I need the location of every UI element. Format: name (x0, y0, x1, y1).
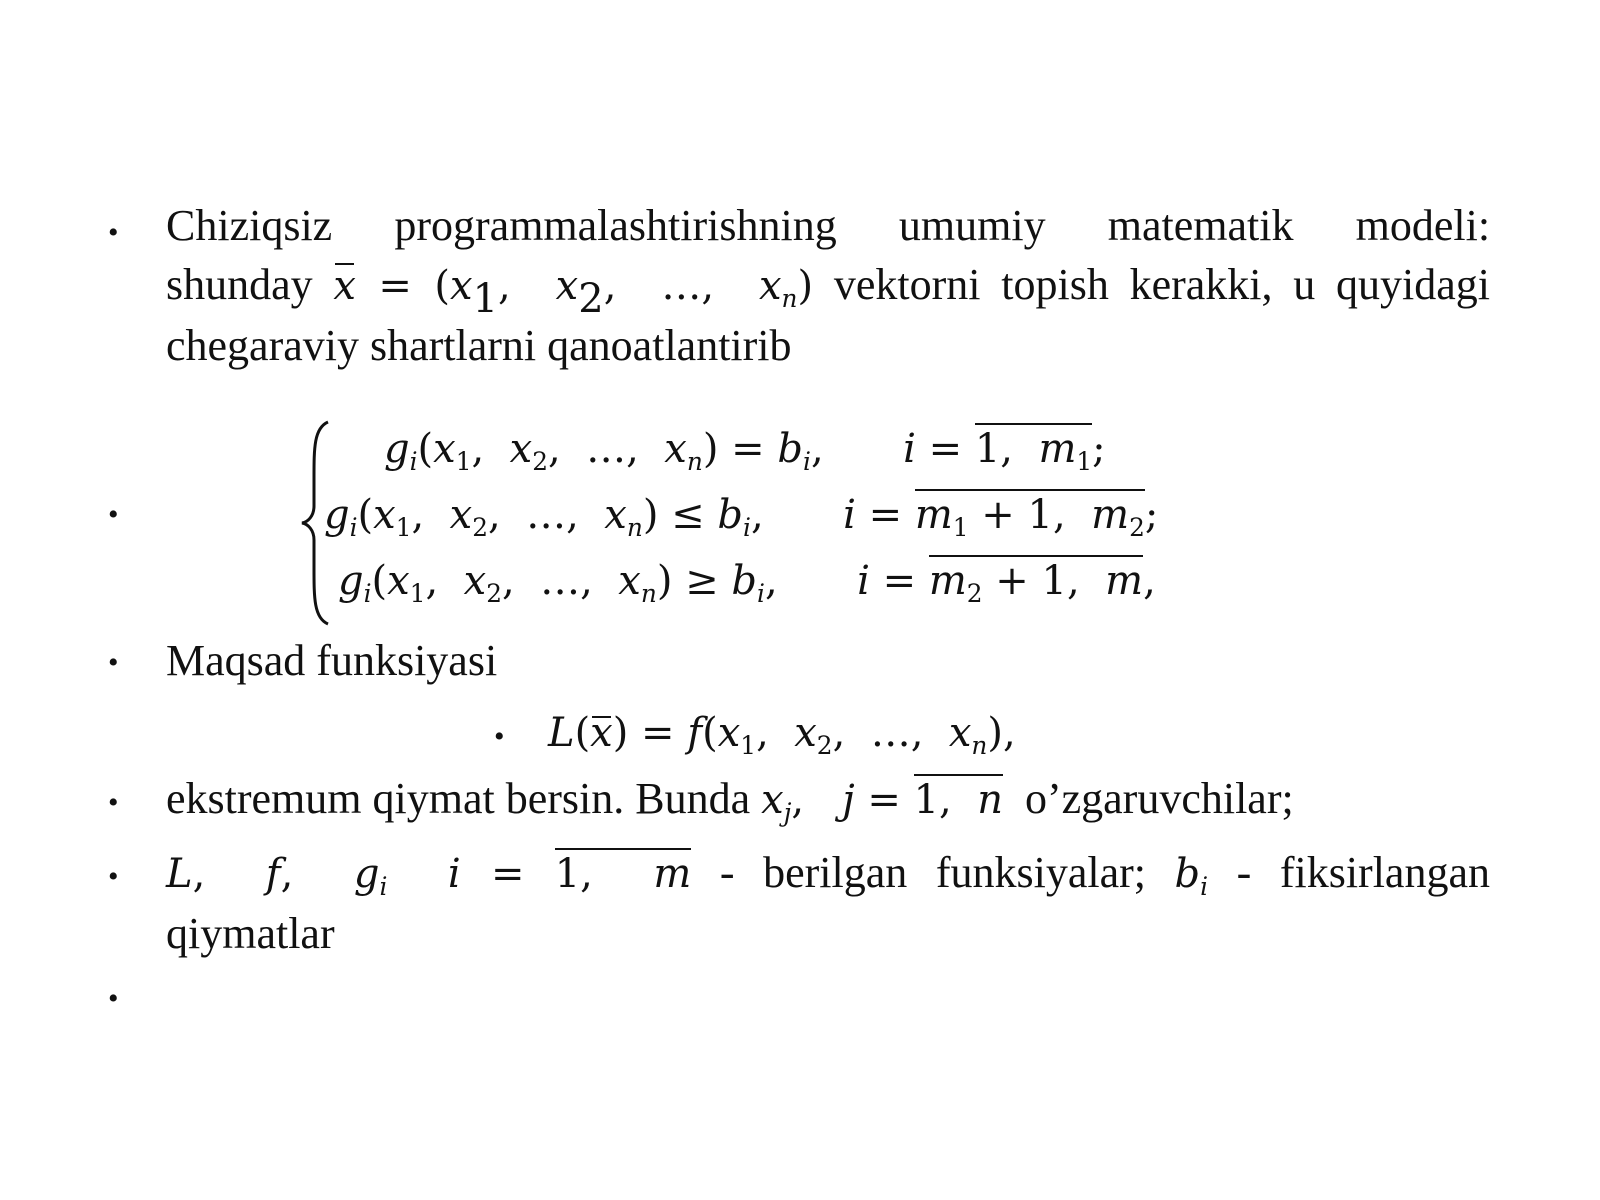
model-description-paragraph (166, 196, 1490, 375)
paragraph-line-2: shunday $x = (x_1$, $x_2$, …, $x_n$) vektorni topish kerakki, u quyidagi (166, 255, 1490, 316)
constraint-row-equality: $g_i(x_1$, $x_2$, …, $x_n) = b_i$, i = 1, $m_1$; (384, 426, 1106, 472)
bullet-marker: • (108, 982, 119, 1015)
objective-label: Maqsad funksiyasi (166, 636, 498, 685)
bullet-marker: • (494, 720, 505, 753)
variable-index-formula: $x_j$, j = 1, n (761, 777, 1003, 823)
vector-definition: $x = (x_1$, $x_2$, …, $x_n$) (333, 263, 813, 309)
constraint-row-greater-equal: $g_i(x_1$, $x_2$, …, $x_n) \ge b_i$, $i = m_2 + 1$, m, (338, 558, 1156, 604)
fixed-values-symbol: $b_i$ (1174, 851, 1209, 901)
bullet-marker: • (108, 498, 119, 531)
constraint-row-less-equal: $g_i(x_1$, $x_2$, …, $x_n) \le b_i$, $i = m_1 + 1$, $m_2$; (324, 492, 1158, 538)
bullet-marker: • (108, 216, 119, 249)
paragraph-line-3: chegaraviy shartlarni qanoatlantirib (166, 321, 792, 370)
functions-paragraph (166, 843, 1490, 963)
objective-formula: $L(x) = f(x_1$, $x_2$, …, $x_n$), (548, 710, 1016, 760)
function-symbols: L, f, $g_i$ i = 1, m (166, 851, 691, 897)
extremum-line: ekstremum qiymat bersin. Bunda $x_j$, j = 1, n o’zgaruvchilar; (166, 774, 1294, 827)
functions-line-1: L, f, $g_i$ i = 1, m - berilgan funksiyalar; $b_i$ - fiksirlangan (166, 848, 1490, 901)
functions-line-2: qiymatlar (166, 909, 335, 958)
paragraph-line-1: Chiziqsiz programmalashtirishning umumiy matematik modeli: (166, 201, 1491, 250)
bullet-marker: • (108, 646, 119, 679)
bullet-marker: • (108, 786, 119, 819)
constraint-system (300, 418, 1260, 628)
bullet-marker: • (108, 860, 119, 893)
